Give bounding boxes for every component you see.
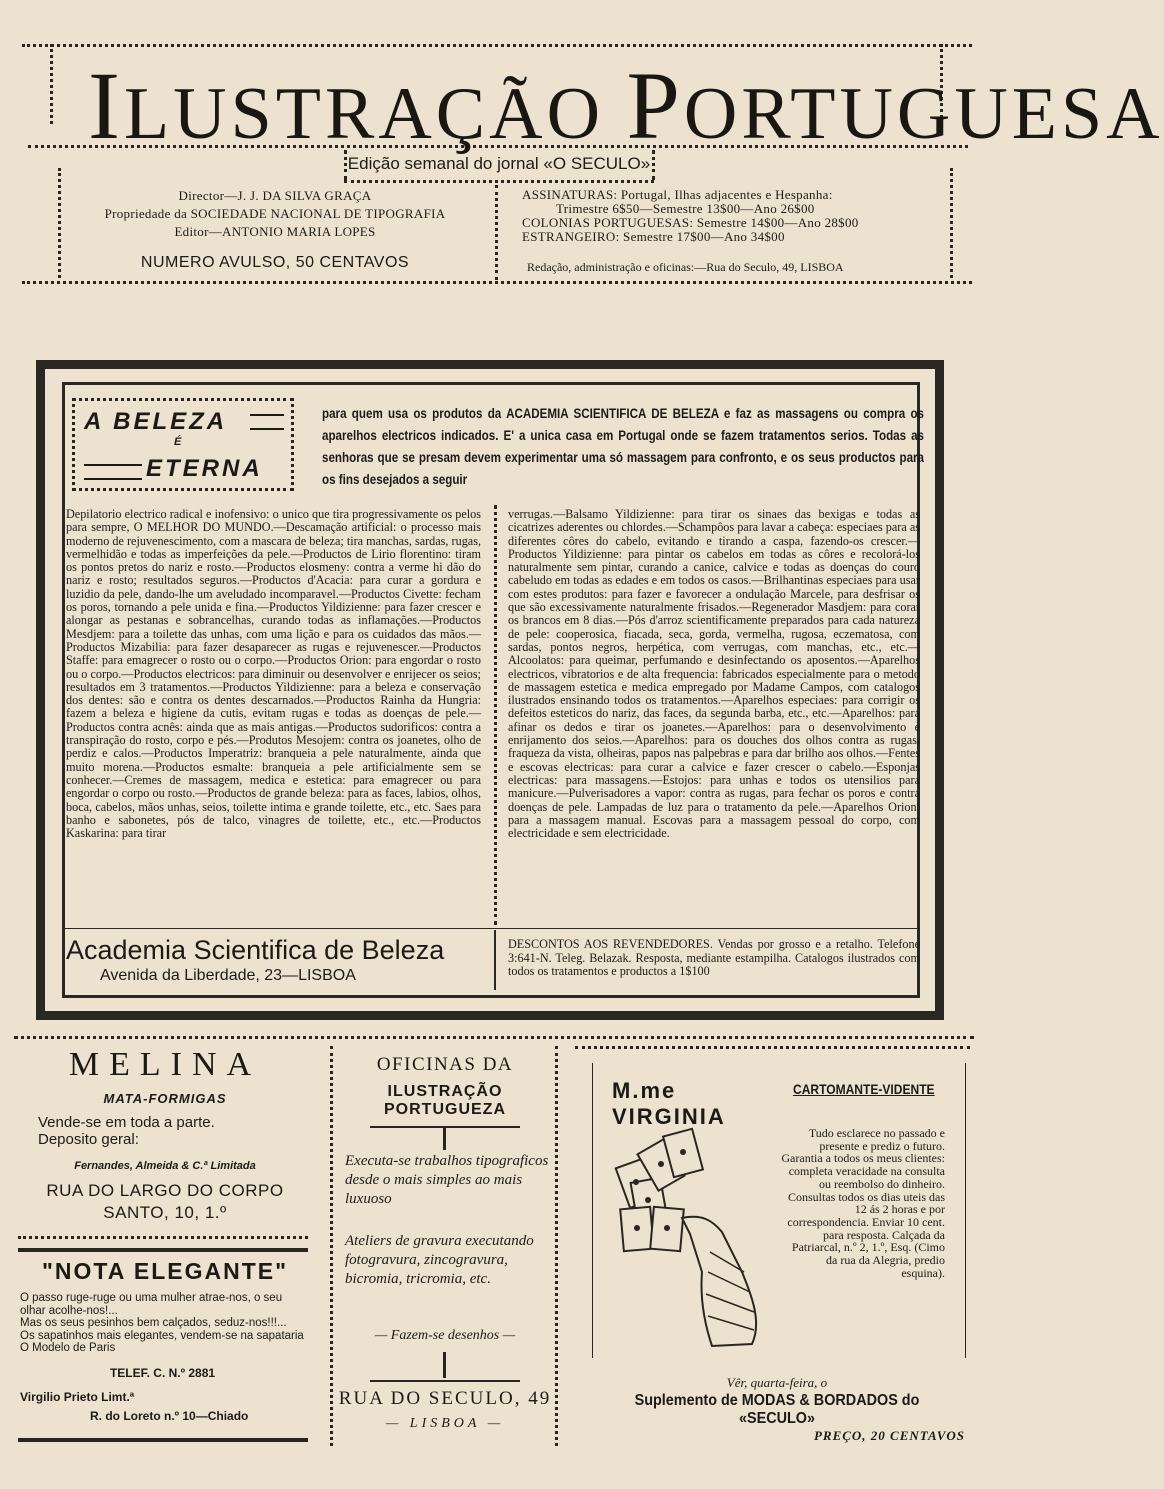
column-divider bbox=[494, 505, 497, 925]
assinaturas-2: Trimestre 6$50—Semestre 13$00—Ano 26$00 bbox=[556, 201, 815, 216]
beleza-rule-1 bbox=[250, 414, 284, 430]
title-rest-1: LUSTRAÇÃO bbox=[123, 73, 627, 155]
melina-address-line-2: SANTO, 10, 1.º bbox=[103, 1203, 227, 1222]
footer-divider bbox=[494, 930, 496, 990]
melina-firm: Fernandes, Almeida & C.ª Limitada bbox=[74, 1160, 256, 1172]
beleza-word-2: É bbox=[174, 436, 182, 448]
virginia-name: M.me VIRGINIA bbox=[612, 1078, 726, 1129]
edition-line: Edição semanal do jornal «O SECULO» bbox=[347, 154, 651, 173]
melina-deposito-line: Deposito geral: bbox=[38, 1131, 139, 1148]
oficinas-title-2: ILUSTRAÇÃO PORTUGUEZA bbox=[384, 1083, 506, 1118]
edition-border-bottom bbox=[344, 180, 654, 183]
nota-rule-bottom bbox=[18, 1438, 308, 1442]
suplemento-title: Suplemento de MODAS & BORDADOS do «SECULO» bbox=[634, 1392, 920, 1427]
beleza-border-left bbox=[72, 398, 75, 491]
nota-rule-thick bbox=[18, 1248, 308, 1252]
academia-intro: para quem usa os produtos da ACADEMIA SCIENTIFICA DE BELEZA e faz as massagens ou compra os aparelhos electricos indicados. E' a unica casa em Portugal onde se fazem tratamentos serios. Todas as senhoras que se presam devem experimentar uma só massagem para confronto, e os seus productos para os fins desejados a seguir bbox=[322, 406, 924, 487]
oficinas-ornament-rule-2 bbox=[370, 1380, 520, 1382]
suplemento-price: PREÇO, 20 CENTAVOS bbox=[813, 1428, 965, 1443]
academia-column-right: verrugas.—Balsamo Yildizienne: para tirar os sinaes das bexigas e todas as cicatrizes aderentes ou chlordes.—Schampôos para lavar a cabeça: especiaes para as diferentes côres do cabelo, evitando e tirando a caspa, fazendo-os crescer.—Productos Yildizienne: para pintar os cabelos em todas as côres e recolorá-los naturalmente sem pintar, curando a canice, calvice e todas as doenças do couro cabeludo em todas as edades e em todos os casos.—Brilhantinas especiaes para usar com estes produtos: para fazer e favorecer a ondulação Marcele, para desfrisar os que são excessivamente naturalmente frisados.—Regenerador Masdjem: para corar os brancos em 8 dias.—Pós d'arroz scientificamente preparados para cada natureza de pele: cooperosica, fiacada, seca, gorda, vermelha, rugosa, eczematosa, com sardas, pontos negros, herpética, com verrugas, com manchas, etc., etc.—Alcoolatos: para queimar, perfumando e desinfectando os aposentos.—Aparelhos electricos, vibratorios e de alta frequencia: fabricados especialmente para o metodo de massagem estetica e medica empregado por Madame Campos, com catalogos ilustrados ensinando todos os tratamentos.—Aparelhos especiaes: para corrigir os defeitos esteticos do nariz, das faces, da segunda barba, etc., etc.—Aparelhos: para afinar os dedos e tirar os joanetes.—Aparelhos: para o desenvolvimento e enrijamento dos seios.—Aparelhos: para os douches dos olhos contra as rugas, fraqueza da vista, olheiras, papos nas palpebras e para dar brilho aos olhos.—Fentes e escovas electricas: para curar a calvice e fazer crescer o cabelo.—Esponjas electricas: para massagens.—Estojos: para unhas e todos os utensilios para manicure.—Pulverisadores a vapor: contra as rugas, para fechar os poros e contra doenças de pele. Lampadas de luz para o tratamento da pele.—Aparelhos Orion: para a massagem manual. Escovas para a massagem pessoal do corpo, com electricidade e sem electricidade. bbox=[508, 507, 920, 841]
oficinas-title: OFICINAS DA bbox=[376, 1054, 514, 1075]
melina-subtitle: MATA-FORMIGAS bbox=[103, 1091, 227, 1106]
beleza-word-1: A BELEZA bbox=[84, 408, 228, 435]
nota-rule-top bbox=[18, 1236, 308, 1239]
assinaturas-3: COLONIAS PORTUGUESAS: Semestre 14$00—Ano 28$00 bbox=[522, 215, 859, 230]
masthead-border-bottom bbox=[22, 281, 972, 284]
academia-address: Avenida da Liberdade, 23—LISBOA bbox=[100, 967, 356, 984]
beleza-border-top bbox=[72, 398, 294, 401]
oficinas-text-2: Ateliers de gravura executando fotogravura, zincogravura, bicromia, tricromia, etc. bbox=[345, 1233, 534, 1287]
nota-telefone: TELEF. C. N.º 2881 bbox=[109, 1366, 216, 1380]
virginia-text: Tudo esclarece no passado e presente e prediz o futuro. Garantia a todos os meus clientes: completa veracidade na consulta ou reembolso do dinheiro. Consultas todos os dias uteis das 12 ás 2 horas e por correspondencia. Enviar 10 cent. para resposta. Calçada da Patriarcal, n.º 2, 1.º, Esq. (Cimo da rua da Alegria, predio esquina). bbox=[781, 1126, 945, 1280]
beleza-border-right bbox=[291, 398, 294, 491]
virginia-rule-top bbox=[575, 1046, 970, 1049]
academia-descontos: DESCONTOS AOS REVENDEDORES. Vendas por grosso e a retalho. Telefone 3:641-N. Teleg. Belazak. Resposta, mediante estampilha. Catalogos ilustrados com todos os tratamentos e productos a 1$100 bbox=[508, 937, 920, 978]
assinaturas-4: ESTRANGEIRO: Semestre 17$00—Ano 34$00 bbox=[522, 229, 785, 244]
nota-body-3: Os sapatinhos mais elegantes, vendem-se na sapataria O Modelo de Paris bbox=[20, 1329, 304, 1354]
oficinas-address: RUA DO SECULO, 49 bbox=[338, 1388, 552, 1409]
nota-body-1: O passo ruge-ruge ou uma mulher atrae-nos, o seu olhar acolhe-nos!... bbox=[20, 1292, 283, 1317]
beleza-border-bottom bbox=[72, 488, 294, 491]
redaccao-line: Redação, administração e oficinas:—Rua do Seculo, 49, LISBOA bbox=[527, 260, 844, 274]
oficinas-desenhos: — Fazem-se desenhos — bbox=[374, 1328, 516, 1343]
assinaturas-1: ASSINATURAS: Portugal, Ilhas adjacentes e Hespanha: bbox=[522, 187, 833, 202]
masthead-border-left bbox=[50, 44, 53, 124]
oficinas-text-1: Executa-se trabalhos tipograficos desde o mais simples ao mais luxuoso bbox=[345, 1153, 549, 1207]
oficinas-ornament-stem bbox=[443, 1126, 446, 1150]
nota-vendor-name: Virgilio Prieto Limt.ª bbox=[20, 1390, 135, 1404]
title-rest-2: ORTUGUESA bbox=[683, 73, 1164, 155]
info-border-right bbox=[950, 168, 953, 278]
virginia-tag: CARTOMANTE-VIDENTE bbox=[793, 1081, 935, 1097]
director-line: Director—J. J. DA SILVA GRAÇA bbox=[178, 188, 372, 203]
title-initial-1: I bbox=[88, 52, 124, 159]
info-divider bbox=[495, 185, 498, 280]
nota-vendor-address: R. do Loreto n.º 10—Chiado bbox=[90, 1409, 249, 1423]
melina-vende bbox=[38, 1114, 298, 1148]
edition-border-right bbox=[652, 150, 655, 180]
fortune-cards-illustration bbox=[612, 1122, 782, 1352]
masthead-border-top bbox=[22, 44, 972, 47]
academia-name: Academia Scientifica de Beleza bbox=[66, 935, 445, 965]
title-initial-2: P bbox=[626, 52, 684, 159]
academia-footer-rule bbox=[62, 928, 920, 929]
bottom-section-rule bbox=[14, 1036, 974, 1039]
editor-line: Editor—ANTONIO MARIA LOPES bbox=[174, 224, 376, 239]
academia-column-left: Depilatorio electrico radical e inofensivo: o unico que tira progressivamente os pelos para sempre, O MELHOR DO MUNDO.—Descamação artificial: o processo mais moderno de rejuvenescimento, com a mascara de beleza; tira manchas, sardas, rugas, vermelhidão e todas as imperfeições da pele.—Productos de Lirio florentino: tiram os pontos pretos do nariz e rosto.—Productos elosmeny: contra a verme hi dão do nariz e rosto; resultados seguros.—Productos d'Acacia: para curar a gordura e luzidio da pele, dando-lhe um aveludado incomparavel.—Productos Civette: fecham os poros, tornando a pele unida e fina.—Productos Yildizienne: para fazer crescer e alongar as pestanas e sobrancelhas, curando todas as inflamações.—Productos Mesdjem: para a toilette das unhas, com uma lição e para os cuidados das mãos.—Productos Mizabilia: para fazer desaparecer as rugas e rejuvenescer.—Productos Staffe: para emagrecer o rosto ou o corpo.—Productos Orion: para engordar o rosto ou o corpo.—Productos electricos: para diminuir ou desenvolver e enrijecer os seios; resultados em 3 tratamentos.—Productos Yildizienne: para a beleza e conservação dos dentes: são e contra os dentes descarnados.—Productos Rainha da Hungria: fazem a beleza e higiene da cutis, evitam rugas e todas as doenças de pele.—Productos contra acnês: ainda que as mais antigas.—Productos sudorificos: contra a transpiração do rosto, corpo e pés.—Produtos Mesojem: contra os joanetes, olho de perdiz e calos.—Productos Imperatriz: branqueia a pele naturalmente, ainda que muito morena.—Productos esmalte: branqueia a pele artificialmente sem se conhecer.—Cremes de massagem, medica e estetica: para emagrecer ou para engordar o corpo ou rosto.—Productos de grande beleza: para as faces, labios, olhos, boca, cabelos, mãos unhas, seios, toilette intima e grande toilette, etc., etc. Saes para banho e sabonetes, pós de talco, vinagres de toilette, etc., etc.—Productos Kaskarina: para tirar bbox=[66, 507, 481, 841]
oficinas-ornament-stem-2 bbox=[443, 1352, 446, 1378]
beleza-rule-2 bbox=[84, 464, 142, 480]
price-line: NUMERO AVULSO, 50 CENTAVOS bbox=[140, 254, 410, 271]
nota-elegante-title: "NOTA ELEGANTE" bbox=[41, 1258, 289, 1284]
propriedade-line: Propriedade da SOCIEDADE NACIONAL DE TIPOGRAFIA bbox=[104, 206, 446, 221]
beleza-word-3: ETERNA bbox=[146, 455, 263, 482]
edition-border-left bbox=[344, 150, 347, 180]
nota-body bbox=[20, 1292, 305, 1355]
beleza-logo bbox=[72, 398, 294, 491]
melina-vende-line: Vende-se em toda a parte. bbox=[38, 1114, 215, 1131]
melina-title: MELINA bbox=[68, 1046, 262, 1083]
magazine-title bbox=[88, 50, 1164, 161]
melina-address bbox=[15, 1180, 315, 1224]
nota-body-2: Mas os seus pesinhos bem calçados, seduz-nos!!!... bbox=[20, 1317, 287, 1329]
oficinas-city: — LISBOA — bbox=[385, 1416, 505, 1431]
nota-vendor bbox=[20, 1388, 305, 1426]
melina-address-line-1: RUA DO LARGO DO CORPO bbox=[46, 1181, 284, 1200]
suplemento-ver: Vêr, quarta-feira, o bbox=[726, 1375, 828, 1390]
